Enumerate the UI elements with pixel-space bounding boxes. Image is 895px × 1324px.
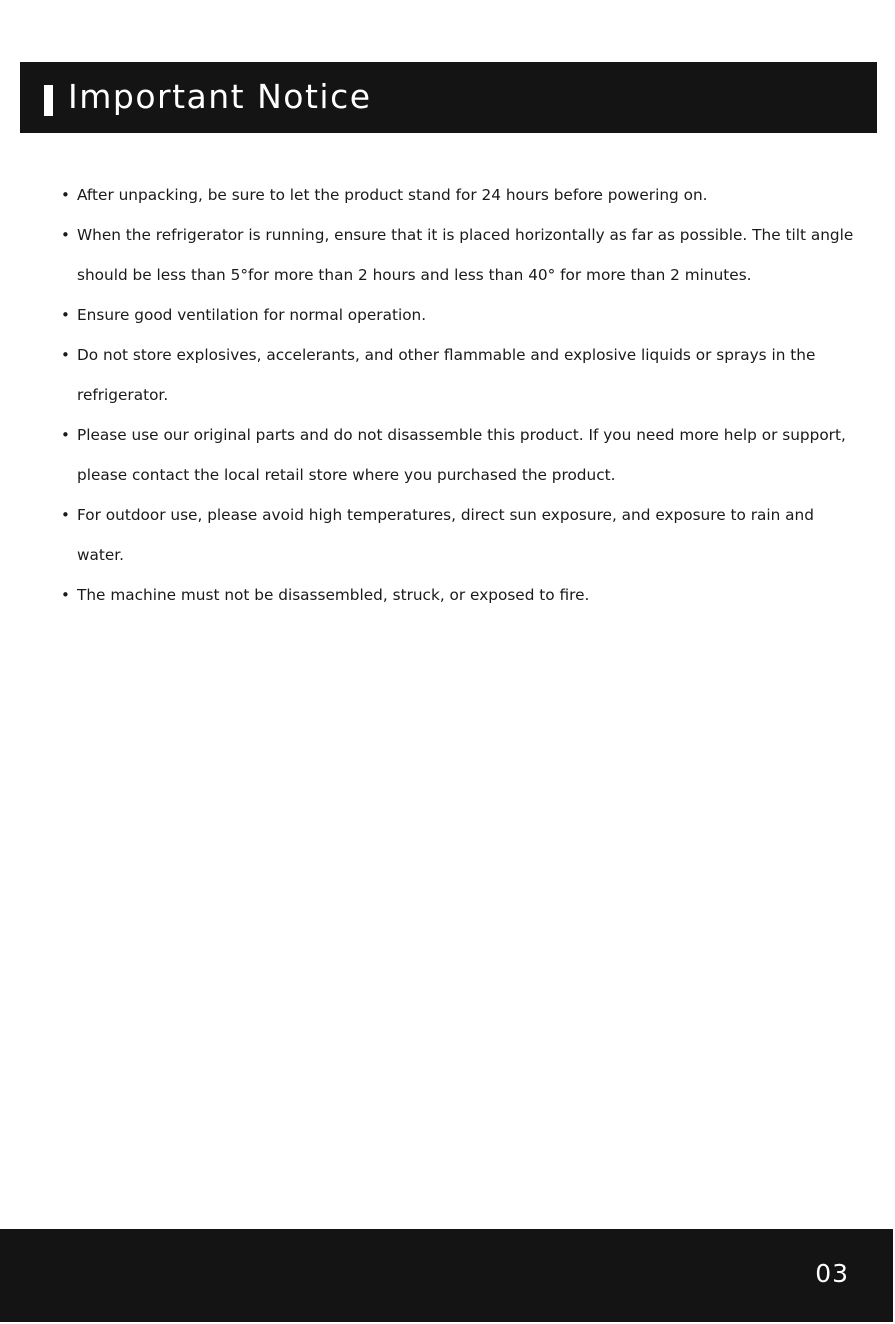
bullet-icon: •: [61, 426, 70, 444]
list-item: [60, 415, 860, 495]
header-bar: [20, 62, 877, 133]
bullet-icon: •: [61, 506, 70, 524]
notice-text: For outdoor use, please avoid high temperatures, direct sun exposure, and exposure to rain and water.: [77, 506, 814, 564]
footer-bar: [0, 1229, 893, 1322]
bullet-icon: •: [61, 346, 70, 364]
notice-text: Do not store explosives, accelerants, and other flammable and explosive liquids or sprays in the refrigerator.: [77, 346, 816, 404]
notice-text: After unpacking, be sure to let the product stand for 24 hours before powering on.: [77, 186, 708, 204]
page-number: 03: [815, 1259, 849, 1288]
header-accent-bar: [44, 85, 53, 116]
notice-text: When the refrigerator is running, ensure that it is placed horizontally as far as possible. The tilt angle should be less than 5°for more than 2 hours and less than 40° for more than 2 minutes.: [77, 226, 854, 284]
notice-text: Please use our original parts and do not disassemble this product. If you need more help or support, please contact the local retail store where you purchased the product.: [77, 426, 846, 484]
bullet-icon: •: [61, 586, 70, 604]
list-item: [60, 215, 860, 295]
list-item: [60, 495, 860, 575]
list-item: [60, 175, 860, 215]
bullet-icon: •: [61, 226, 70, 244]
list-item: [60, 295, 860, 335]
notice-text: The machine must not be disassembled, struck, or exposed to fire.: [77, 586, 590, 604]
page-title: Important Notice: [68, 77, 372, 116]
list-item: [60, 335, 860, 415]
notice-text: Ensure good ventilation for normal operation.: [77, 306, 427, 324]
bullet-icon: •: [61, 306, 70, 324]
notice-list: [60, 175, 860, 615]
list-item: [60, 575, 860, 615]
bullet-icon: •: [61, 186, 70, 204]
